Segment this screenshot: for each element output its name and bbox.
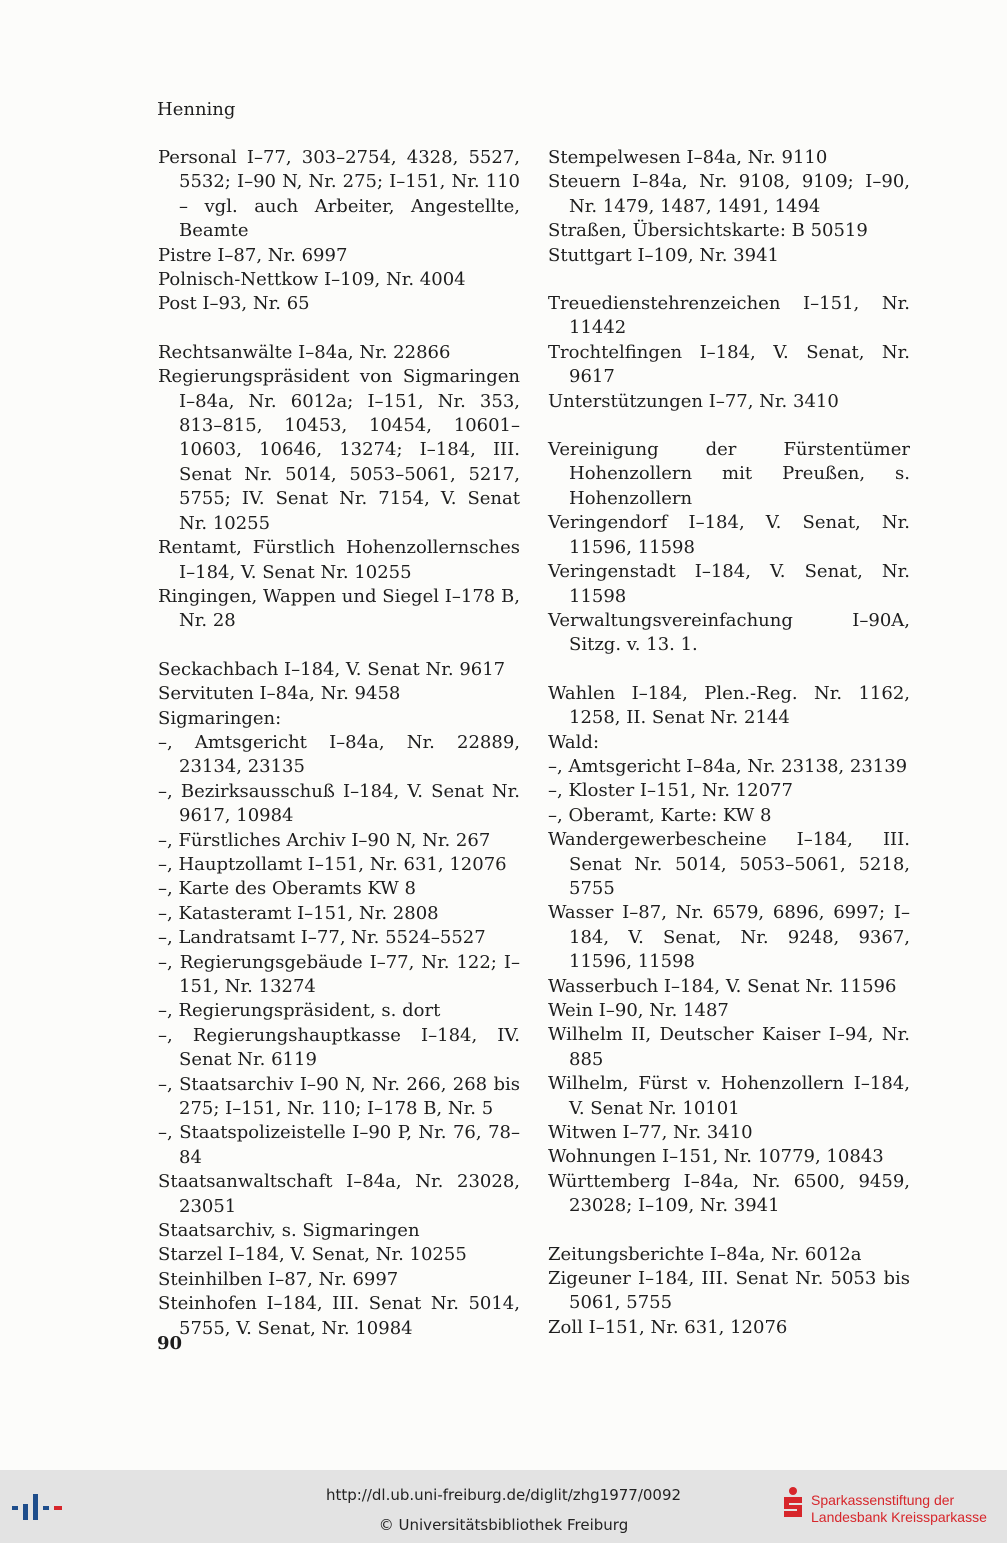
- running-head: Henning: [157, 99, 236, 120]
- source-url-link[interactable]: http://dl.ub.uni-freiburg.de/diglit/zhg1977/0092: [325, 1486, 682, 1504]
- index-entry: –, Bezirksausschuß I–184, V. Senat Nr. 9617, 10984: [158, 780, 520, 827]
- index-entry: Steuern I–84a, Nr. 9108, 9109; I–90, Nr. 1479, 1487, 1491, 1494: [548, 171, 910, 217]
- copyright-text: © Universitätsbibliothek Freiburg: [378, 1516, 629, 1534]
- index-entry: Unterstützungen I–77, Nr. 3410: [548, 390, 839, 412]
- index-entry: Veringendorf I–184, V. Senat, Nr. 11596, 11598: [548, 512, 910, 558]
- footer-bar: [0, 1470, 1007, 1543]
- index-entry: Regierungspräsident von Sigmaringen I–84a, Nr. 6012a; I–151, Nr. 353, 813–815, 10453, 10454, 10601–10603, 10646, 13274; I–184, III. Senat Nr. 5014, 5053–5061, 5217, 5755; IV. Senat Nr. 7154, V. Senat Nr. 10255: [158, 366, 520, 534]
- index-entry: Wasser I–87, Nr. 6579, 6896, 6997; I–184, V. Senat, Nr. 9248, 9367, 11596, 11598: [548, 902, 910, 973]
- index-entry: –, Kloster I–151, Nr. 12077: [548, 780, 793, 802]
- index-entry: Trochtelfingen I–184, V. Senat, Nr. 9617: [548, 341, 910, 388]
- index-entry: –, Staatsarchiv I–90 N, Nr. 266, 268 bis 275; I–151, Nr. 110; I–178 B, Nr. 5: [158, 1073, 520, 1120]
- sponsor-text: [811, 1492, 987, 1526]
- section-gap: [548, 1219, 910, 1243]
- index-entry: Wein I–90, Nr. 1487: [548, 1000, 729, 1021]
- index-entry: Servituten I–84a, Nr. 9458: [158, 683, 401, 705]
- index-entry: –, Regierungsgebäude I–77, Nr. 122; I–151, Nr. 13274: [158, 951, 520, 997]
- index-entry: Zeitungsberichte I–84a, Nr. 6012a: [548, 1243, 862, 1265]
- index-entry: –, Karte des Oberamts KW 8: [158, 878, 416, 900]
- page-number: 90: [157, 1333, 183, 1354]
- section-gap: [158, 317, 520, 341]
- index-entry: –, Staatspolizeistelle I–90 P, Nr. 76, 78–84: [158, 1122, 520, 1168]
- index-entry: Zigeuner I–184, III. Senat Nr. 5053 bis 5061, 5755: [548, 1268, 910, 1314]
- index-entry: –, Amtsgericht I–84a, Nr. 22889, 23134, 23135: [158, 731, 520, 778]
- section-gap: [158, 634, 520, 658]
- index-entry: Zoll I–151, Nr. 631, 12076: [548, 1316, 788, 1338]
- index-entry: Wandergewerbescheine I–184, III. Senat Nr. 5014, 5053–5061, 5218, 5755: [548, 829, 910, 899]
- index-entry: Wilhelm, Fürst v. Hohenzollern I–184, V. Senat Nr. 10101: [548, 1073, 910, 1119]
- index-entry: –, Hauptzollamt I–151, Nr. 631, 12076: [158, 853, 507, 875]
- index-entry: Steinhofen I–184, III. Senat Nr. 5014, 5755, V. Senat, Nr. 10984: [158, 1293, 520, 1339]
- index-entry: Vereinigung der Fürstentümer Hohenzollern mit Preußen, s. Hohenzollern: [548, 439, 910, 509]
- index-entry: Straßen, Übersichtskarte: B 50519: [548, 220, 868, 242]
- index-entry: –, Katasteramt I–151, Nr. 2808: [158, 902, 439, 924]
- index-entry: Wahlen I–184, Plen.-Reg. Nr. 1162, 1258, II. Senat Nr. 2144: [548, 682, 910, 729]
- sponsor-line-1: Sparkassenstiftung der: [811, 1492, 955, 1508]
- index-entry: Rentamt, Fürstlich Hohenzollernsches I–184, V. Senat Nr. 10255: [158, 537, 520, 583]
- index-entry: Polnisch-Nettkow I–109, Nr. 4004: [158, 269, 466, 291]
- index-entry: Stuttgart I–109, Nr. 3941: [548, 244, 779, 266]
- index-entry: –, Landratsamt I–77, Nr. 5524–5527: [158, 927, 486, 949]
- index-entry: –, Oberamt, Karte: KW 8: [548, 804, 772, 826]
- index-entry: Württemberg I–84a, Nr. 6500, 9459, 23028; I–109, Nr. 3941: [548, 1170, 910, 1217]
- index-entry: Sigmaringen:: [158, 707, 282, 729]
- index-entry: Veringenstadt I–184, V. Senat, Nr. 11598: [548, 561, 910, 607]
- index-entry: Witwen I–77, Nr. 3410: [548, 1122, 753, 1144]
- index-column-right: [548, 146, 910, 1340]
- index-entry: –, Fürstliches Archiv I–90 N, Nr. 267: [158, 829, 491, 851]
- section-gap: [548, 268, 910, 292]
- index-entry: Wasserbuch I–184, V. Senat Nr. 11596: [548, 975, 897, 997]
- index-entry: Wohnungen I–151, Nr. 10779, 10843: [548, 1146, 884, 1168]
- index-entry: Personal I–77, 303–2754, 4328, 5527, 5532; I–90 N, Nr. 275; I–151, Nr. 110 – vgl. auch Arbeiter, Angestellte, Beamte: [158, 147, 520, 242]
- sponsor-line-2: Landesbank Kreissparkasse: [811, 1509, 987, 1525]
- index-entry: Wald:: [548, 731, 600, 753]
- index-entry: Staatsanwaltschaft I–84a, Nr. 23028, 23051: [158, 1171, 520, 1217]
- index-entry: –, Regierungspräsident, s. dort: [158, 1000, 441, 1022]
- section-gap: [548, 414, 910, 438]
- index-entry: –, Regierungshauptkasse I–184, IV. Senat Nr. 6119: [158, 1024, 520, 1071]
- index-entry: Treuedienstehrenzeichen I–151, Nr. 11442: [548, 293, 910, 339]
- index-entry: Starzel I–184, V. Senat, Nr. 10255: [158, 1244, 467, 1266]
- index-entry: –, Amtsgericht I–84a, Nr. 23138, 23139: [548, 755, 908, 777]
- section-gap: [548, 658, 910, 682]
- index-entry: Wilhelm II, Deutscher Kaiser I–94, Nr. 885: [548, 1024, 910, 1070]
- index-entry: Post I–93, Nr. 65: [158, 293, 310, 315]
- index-entry: Seckachbach I–184, V. Senat Nr. 9617: [158, 658, 506, 680]
- index-entry: Stempelwesen I–84a, Nr. 9110: [548, 147, 828, 168]
- index-entry: Ringingen, Wappen und Siegel I–178 B, Nr. 28: [158, 585, 520, 632]
- index-entry: Verwaltungsvereinfachung I–90A, Sitzg. v. 13. 1.: [548, 609, 910, 656]
- index-entry: Pistre I–87, Nr. 6997: [158, 244, 348, 266]
- index-entry: Staatsarchiv, s. Sigmaringen: [158, 1220, 420, 1242]
- sparkasse-logo-icon: [780, 1486, 806, 1520]
- index-entry: Steinhilben I–87, Nr. 6997: [158, 1268, 399, 1290]
- index-column-left: [158, 146, 520, 1341]
- index-entry: Rechtsanwälte I–84a, Nr. 22866: [158, 341, 451, 363]
